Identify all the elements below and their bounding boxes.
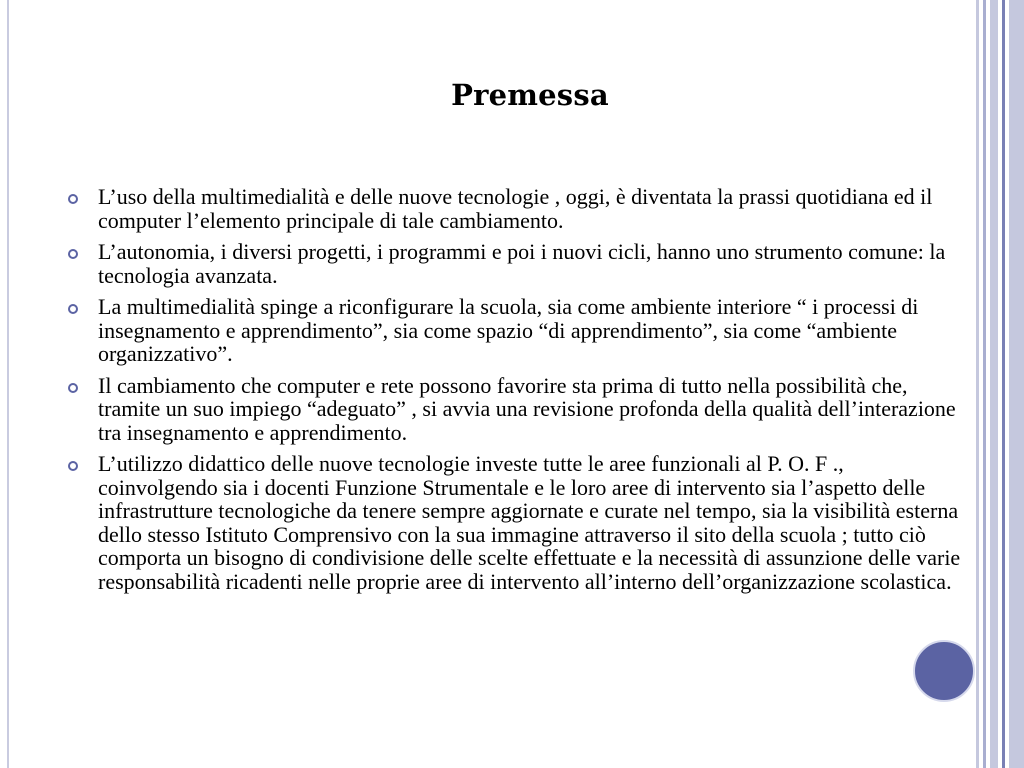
bullet-item xyxy=(64,374,964,445)
bullet-circle-icon xyxy=(68,194,78,204)
left-frame-line xyxy=(7,0,9,768)
bullet-circle-icon xyxy=(68,461,78,471)
right-decoration xyxy=(976,0,1024,768)
bullet-text: L’uso della multimedialità e delle nuove tecnologie , oggi, è diventata la prassi quotidiana ed il computer l’elemento principale di tale cambiamento. xyxy=(98,184,933,233)
bullet-circle-icon xyxy=(68,249,78,259)
bullet-circle-icon xyxy=(68,304,78,314)
decorative-circle xyxy=(913,640,975,702)
bullet-circle-icon xyxy=(68,383,78,393)
right-stripe-1 xyxy=(976,0,979,768)
bullet-text: Il cambiamento che computer e rete possono favorire sta prima di tutto nella possibilità che, tramite un suo impiego “adeguato” , si avvia una revisione profonda della qualità dell’interazione tra insegnamento e apprendimento. xyxy=(98,372,956,445)
bullet-text: L’autonomia, i diversi progetti, i programmi e poi i nuovi cicli, hanno uno strumento comune: la tecnologia avanzata. xyxy=(98,239,946,288)
right-stripe-5 xyxy=(1009,0,1024,768)
bullet-text: L’utilizzo didattico delle nuove tecnologie investe tutte le aree funzionali al P. O. F ., coinvolgendo sia i docenti Funzione Strumentale e le loro aree di intervento sia l’aspetto delle infrastrutture tecnologiche da tenere sempre aggiornate e curate nel tempo, sia la visibilità esterna dello stesso Istituto Comprensivo con la sua immagine attraverso il sito della scuola ; tutto ciò comporta un bisogno di condivisione delle scelte effettuate e la necessità di assunzione delle varie responsabilità ricadenti nelle proprie aree di intervento all’interno dell’organizzazione scolastica. xyxy=(98,451,961,594)
right-stripe-2 xyxy=(983,0,986,768)
right-stripe-4 xyxy=(1002,0,1005,768)
right-stripe-3 xyxy=(990,0,998,768)
bullet-item xyxy=(64,240,964,287)
bullet-list xyxy=(64,185,964,601)
bullet-item xyxy=(64,452,964,593)
bullet-item xyxy=(64,185,964,232)
bullet-text: La multimedialità spinge a riconfigurare la scuola, sia come ambiente interiore “ i processi di insegnamento e apprendimento”, sia come spazio “di apprendimento”, sia come “ambiente organizzativo”. xyxy=(98,294,919,366)
slide-title: Premessa xyxy=(451,78,609,112)
bullet-item xyxy=(64,295,964,366)
